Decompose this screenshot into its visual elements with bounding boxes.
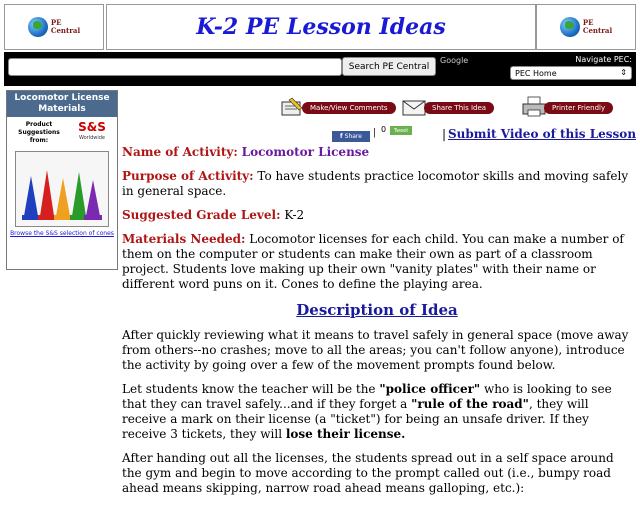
product-text: Product bbox=[25, 121, 53, 128]
share-label: Share bbox=[344, 133, 362, 140]
sidebar-heading: Locomotor License Materials bbox=[7, 91, 117, 117]
materials-value: Locomotor licenses for each child. You can make a number of them on the computer or students can make their own as part of a classroom project. Students love making up their own "vanity plates" with their name or different word puns on it. Cones to define the playing area. bbox=[122, 232, 624, 291]
product-suggestions bbox=[7, 117, 117, 149]
pe-central-logo-left[interactable] bbox=[4, 4, 104, 50]
separator: | bbox=[373, 128, 377, 138]
make-view-comments-button[interactable] bbox=[280, 96, 388, 118]
pe-central-logo-right[interactable] bbox=[536, 4, 636, 50]
sns-logo-text: S&S bbox=[78, 120, 106, 134]
tweet-button[interactable]: Tweet bbox=[390, 126, 412, 135]
share-idea-label: Share This Idea bbox=[424, 102, 494, 114]
globe-icon bbox=[28, 17, 48, 37]
activity-name-row bbox=[122, 145, 632, 160]
logo-text-pe: PE bbox=[50, 18, 62, 27]
cones-image[interactable] bbox=[15, 151, 109, 227]
sns-logo-sub: Worldwide bbox=[78, 135, 106, 141]
grade-label: Suggested Grade Level: bbox=[122, 208, 281, 222]
comments-label: Make/View Comments bbox=[302, 102, 396, 114]
search-button[interactable]: Search PE Central bbox=[342, 57, 436, 76]
browse-cones-link[interactable]: Browse the S&S selection of cones bbox=[10, 230, 114, 237]
logo-text-central: Central bbox=[50, 26, 81, 35]
page-title: K-2 PE Lesson Ideas bbox=[196, 14, 446, 40]
facebook-share-button[interactable] bbox=[332, 131, 370, 142]
navigate-pec-label: Navigate PEC: bbox=[575, 55, 632, 64]
page-header bbox=[4, 4, 636, 50]
select-arrows-icon: ⇕ bbox=[620, 68, 627, 77]
cone-icon bbox=[56, 178, 70, 216]
sidebar-materials bbox=[6, 90, 118, 270]
para2-text: who is looking to see that they can travel safely...and if they forget a bbox=[122, 382, 612, 411]
cone-icon bbox=[72, 172, 86, 216]
para2-text: , they will receive a mark on their license (a "ticket") for being an unsafe driver. If they receive 3 tickets, they will bbox=[122, 397, 589, 441]
activity-name-value: Locomotor License bbox=[241, 145, 370, 159]
materials-label: Materials Needed: bbox=[122, 232, 246, 246]
grade-row bbox=[122, 208, 632, 223]
purpose-row bbox=[122, 169, 632, 199]
sns-worldwide-logo[interactable] bbox=[78, 122, 106, 144]
navigate-pec-select[interactable] bbox=[510, 66, 632, 80]
materials-row bbox=[122, 232, 632, 292]
separator: | bbox=[442, 127, 447, 141]
para2-text: Let students know the teacher will be the bbox=[122, 382, 380, 396]
printer-friendly-label: Printer Friendly bbox=[544, 102, 613, 114]
logo-text-pe: PE bbox=[582, 18, 594, 27]
search-nav-bar bbox=[4, 52, 636, 86]
grade-value: K-2 bbox=[284, 208, 305, 222]
search-input[interactable] bbox=[8, 58, 342, 76]
from-text: from: bbox=[29, 137, 49, 144]
rule-of-road-text: "rule of the road" bbox=[411, 397, 529, 411]
cone-icon bbox=[40, 170, 54, 216]
globe-icon bbox=[560, 17, 580, 37]
activity-name-label: Name of Activity: bbox=[122, 145, 238, 159]
lose-license-text: lose their license. bbox=[285, 427, 406, 441]
submit-video-link[interactable]: Submit Video of this Lesson bbox=[448, 127, 637, 141]
share-count: 0 bbox=[381, 125, 387, 134]
purpose-value: To have students practice locomotor skills and moving safely in general space. bbox=[122, 169, 629, 198]
cone-icon bbox=[24, 176, 38, 216]
description-paragraph-3: After handing out all the licenses, the students spread out in a self space around the gym and begin to move according to the prompt called out (i.e., bumpy road ahead means skipping, narrow road ahead means galloping, etc.): bbox=[122, 451, 614, 495]
lesson-content bbox=[122, 145, 632, 505]
suggestions-text: Suggestions bbox=[18, 129, 60, 136]
google-logo: Google bbox=[440, 56, 469, 65]
share-this-idea-button[interactable] bbox=[402, 96, 502, 118]
description-paragraph-1: After quickly reviewing what it means to travel safely in general space (move away from others--no crashes; move to all the areas; you can't follow anyone), introduce the activity by going over a few of the movement prompts found below. bbox=[122, 328, 629, 372]
purpose-label: Purpose of Activity: bbox=[122, 169, 254, 183]
description-heading: Description of Idea bbox=[296, 301, 458, 319]
logo-text-central: Central bbox=[582, 26, 613, 35]
title-box bbox=[106, 4, 536, 50]
description-paragraph-2 bbox=[122, 382, 632, 442]
printer-friendly-button[interactable] bbox=[522, 96, 630, 118]
police-officer-text: "police officer" bbox=[379, 382, 481, 396]
facebook-icon: f bbox=[340, 133, 343, 140]
navigate-pec-selected: PEC Home bbox=[515, 68, 557, 78]
cone-icon bbox=[86, 180, 100, 216]
